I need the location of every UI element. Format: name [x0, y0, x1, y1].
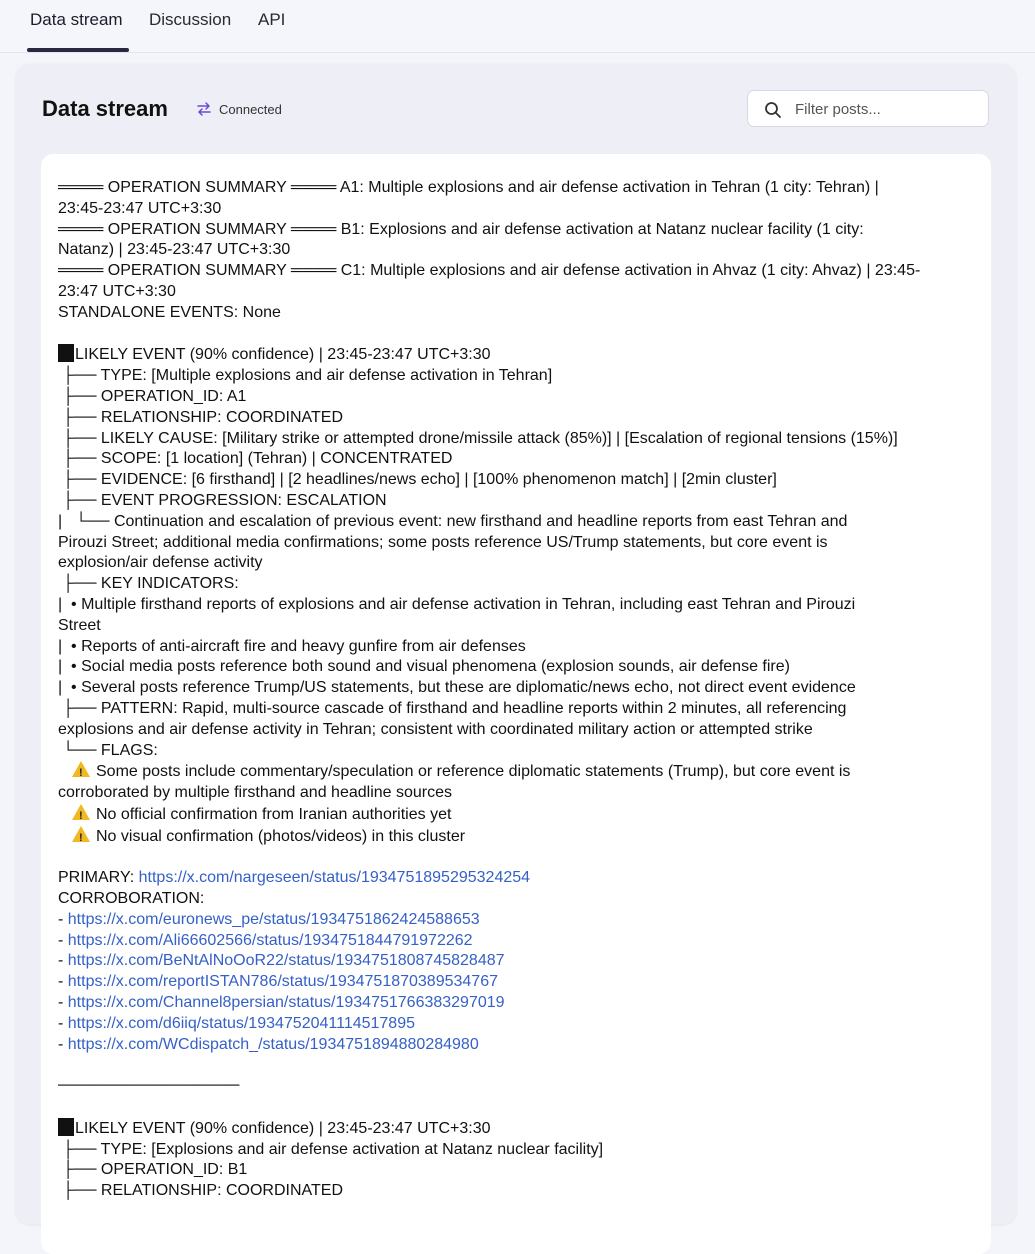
- active-tab-indicator: [27, 48, 129, 52]
- post-line: ├── EVENT PROGRESSION: ESCALATION: [58, 491, 387, 509]
- post-line: LIKELY EVENT (90% confidence) | 23:45-23:47 UTC+3:30: [58, 1118, 958, 1140]
- post-line: - https://x.com/euronews_pe/status/1934751862424588653: [58, 910, 480, 928]
- post-line: !Some posts include commentary/speculation or reference diplomatic statements (Trump), but core event is: [58, 761, 958, 783]
- post-line: Street: [58, 616, 101, 634]
- post-line: ├── RELATIONSHIP: COORDINATED: [58, 1182, 344, 1200]
- post-line: - https://x.com/reportISTAN786/status/1934751870389534767: [58, 973, 498, 991]
- post-link[interactable]: https://x.com/d6iiq/status/1934752041114517895: [67, 1014, 415, 1032]
- post-line: ├── OPERATION_ID: A1: [58, 387, 247, 405]
- post-line: ════ OPERATION SUMMARY ════ A1: Multiple explosions and air defense activation in Tehran (1 city: Tehran) |: [58, 179, 879, 196]
- post-line: [58, 1055, 958, 1076]
- post-line: ════ OPERATION SUMMARY ════ B1: Explosions and air defense activation at Natanz nuclear facility (1 city:: [58, 220, 864, 238]
- post-link[interactable]: https://x.com/Ali66602566/status/1934751844791972262: [67, 931, 473, 949]
- post-line: !No official confirmation from Iranian authorities yet: [58, 804, 958, 826]
- post-line: Natanz) | 23:45-23:47 UTC+3:30: [58, 241, 291, 259]
- post-line: - https://x.com/WCdispatch_/status/1934751894880284980: [58, 1035, 479, 1053]
- post-line: | • Reports of anti-aircraft fire and heavy gunfire from air defenses: [58, 637, 526, 655]
- post-line: ├── KEY INDICATORS:: [58, 575, 239, 593]
- post-line: ├── TYPE: [Multiple explosions and air defense activation in Tehran]: [58, 367, 553, 385]
- post-link[interactable]: https://x.com/WCdispatch_/status/1934751894880284980: [67, 1035, 479, 1053]
- post-line: PRIMARY: https://x.com/nargeseen/status/1934751895295324254: [58, 869, 531, 887]
- black-square-icon: [58, 344, 74, 362]
- post-line: - https://x.com/BeNtAlNoOoR22/status/1934751808745828487: [58, 952, 505, 970]
- post-line: | • Multiple firsthand reports of explosions and air defense activation in Tehran, including east Tehran and Pirouzi: [58, 595, 856, 613]
- post-line: explosion/air defense activity: [58, 554, 263, 572]
- post-line: ════ OPERATION SUMMARY ════ C1: Multiple explosions and air defense activation in Ahvaz (1 city: Ahvaz) | 23:45-: [58, 262, 921, 280]
- search-icon: [764, 101, 782, 119]
- warning-icon: [72, 826, 90, 842]
- post-line: ├── OPERATION_ID: B1: [58, 1161, 248, 1179]
- post-link[interactable]: https://x.com/BeNtAlNoOoR22/status/1934751808745828487: [67, 952, 505, 970]
- filter-posts-input[interactable]: [795, 97, 975, 121]
- post-line: ├── RELATIONSHIP: COORDINATED: [58, 408, 344, 426]
- post-line: Pirouzi Street; additional media confirmations; some posts reference US/Trump statements, but core event is: [58, 533, 828, 551]
- post-line: 23:47 UTC+3:30: [58, 282, 176, 300]
- data-stream-panel: [16, 64, 1016, 1224]
- post-text: [58, 178, 958, 1202]
- post-line: - https://x.com/Channel8persian/status/1934751766383297019: [58, 994, 505, 1012]
- post-line: corroborated by multiple firsthand and headline sources: [58, 784, 453, 802]
- post-line: | • Social media posts reference both sound and visual phenomena (explosion sounds, air defense fire): [58, 658, 790, 676]
- top-nav: [0, 0, 1035, 53]
- tab-api[interactable]: API: [258, 10, 286, 29]
- post-line: ├── SCOPE: [1 location] (Tehran) | CONCENTRATED: [58, 450, 453, 468]
- post-line: ├── TYPE: [Explosions and air defense activation at Natanz nuclear facility]: [58, 1140, 604, 1158]
- page-title: Data stream: [42, 96, 168, 121]
- tab-data-stream[interactable]: Data stream: [30, 10, 123, 29]
- post-link[interactable]: https://x.com/euronews_pe/status/1934751862424588653: [67, 910, 480, 928]
- post-line: └── FLAGS:: [58, 741, 158, 759]
- warning-icon: [72, 804, 90, 820]
- connection-status-label: Connected: [219, 101, 282, 117]
- post-line: [58, 324, 958, 345]
- black-square-icon: [58, 1118, 74, 1136]
- post-line: [58, 848, 958, 869]
- post-line: ├── EVIDENCE: [6 firsthand] | [2 headlines/news echo] | [100% phenomenon match] | [2min cluster]: [58, 471, 777, 489]
- post-link[interactable]: https://x.com/reportISTAN786/status/1934751870389534767: [67, 973, 498, 991]
- post-line: | • Several posts reference Trump/US statements, but these are diplomatic/news echo, not direct event evidence: [58, 679, 856, 697]
- post-line: ├── PATTERN: Rapid, multi-source cascade of firsthand and headline reports within 2 minutes, all referencing: [58, 699, 847, 717]
- post-line: explosions and air defense activity in Tehran; consistent with coordinated military action or attempted strike: [58, 720, 813, 738]
- post-line: LIKELY EVENT (90% confidence) | 23:45-23:47 UTC+3:30: [58, 344, 958, 366]
- post-link[interactable]: https://x.com/nargeseen/status/1934751895295324254: [138, 869, 531, 887]
- post-line: 23:45-23:47 UTC+3:30: [58, 199, 222, 217]
- post-line: STANDALONE EVENTS: None: [58, 303, 281, 321]
- connection-status: [196, 101, 282, 117]
- post-line: - https://x.com/d6iiq/status/1934752041114517895: [58, 1014, 415, 1032]
- post-line: !No visual confirmation (photos/videos) in this cluster: [58, 826, 958, 848]
- tab-discussion[interactable]: Discussion: [149, 10, 232, 29]
- post-line: ────────────────: [58, 1077, 240, 1095]
- warning-icon: [72, 761, 90, 777]
- filter-search-box[interactable]: [747, 90, 989, 127]
- post-line: - https://x.com/Ali66602566/status/1934751844791972262: [58, 931, 473, 949]
- post-card: [41, 154, 991, 1254]
- post-line: CORROBORATION:: [58, 890, 205, 908]
- sync-arrows-icon: [196, 101, 212, 117]
- post-line: [58, 1097, 958, 1118]
- post-link[interactable]: https://x.com/Channel8persian/status/1934751766383297019: [67, 994, 505, 1012]
- post-line: ├── LIKELY CAUSE: [Military strike or attempted drone/missile attack (85%)] | [Escalation of regional tensions (15%)]: [58, 429, 898, 447]
- post-line: | └── Continuation and escalation of previous event: new firsthand and headline reports from east Tehran and: [58, 512, 848, 530]
